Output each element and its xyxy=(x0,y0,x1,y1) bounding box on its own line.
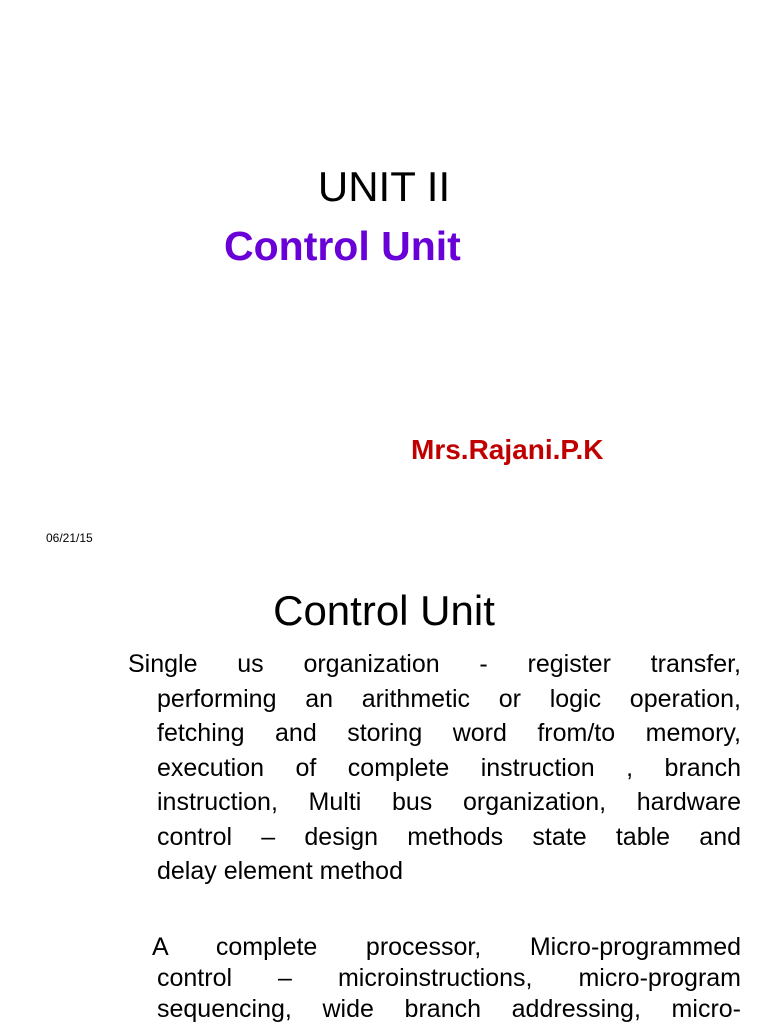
slide-date: 06/21/15 xyxy=(46,531,93,545)
paragraph-line: instruction, Multi bus organization, hardware xyxy=(157,788,741,816)
slide-heading: Control Unit xyxy=(273,587,495,634)
author-name: Mrs.Rajani.P.K xyxy=(411,434,604,465)
paragraph-line: execution of complete instruction , branch xyxy=(157,753,741,782)
paragraph-line: control – microinstructions, micro-program xyxy=(157,964,741,992)
paragraph-line: sequencing, wide branch addressing, micro- xyxy=(157,995,741,1023)
syllabus-paragraph-2 xyxy=(152,932,741,1024)
unit-title: UNIT II xyxy=(317,163,451,210)
paragraph-line: Single us organization - register transfer, xyxy=(128,650,741,678)
paragraph-line: performing an arithmetic or logic operation, xyxy=(157,684,741,713)
paragraph-line: delay element method xyxy=(157,857,403,885)
paragraph-line: A complete processor, Micro-programmed xyxy=(152,933,741,961)
unit-subtitle: Control Unit xyxy=(224,223,461,269)
paragraph-line: control – design methods state table and xyxy=(157,822,741,851)
paragraph-line: fetching and storing word from/to memory, xyxy=(157,719,741,747)
syllabus-paragraph-1 xyxy=(128,647,741,889)
content-slide xyxy=(0,560,768,1024)
